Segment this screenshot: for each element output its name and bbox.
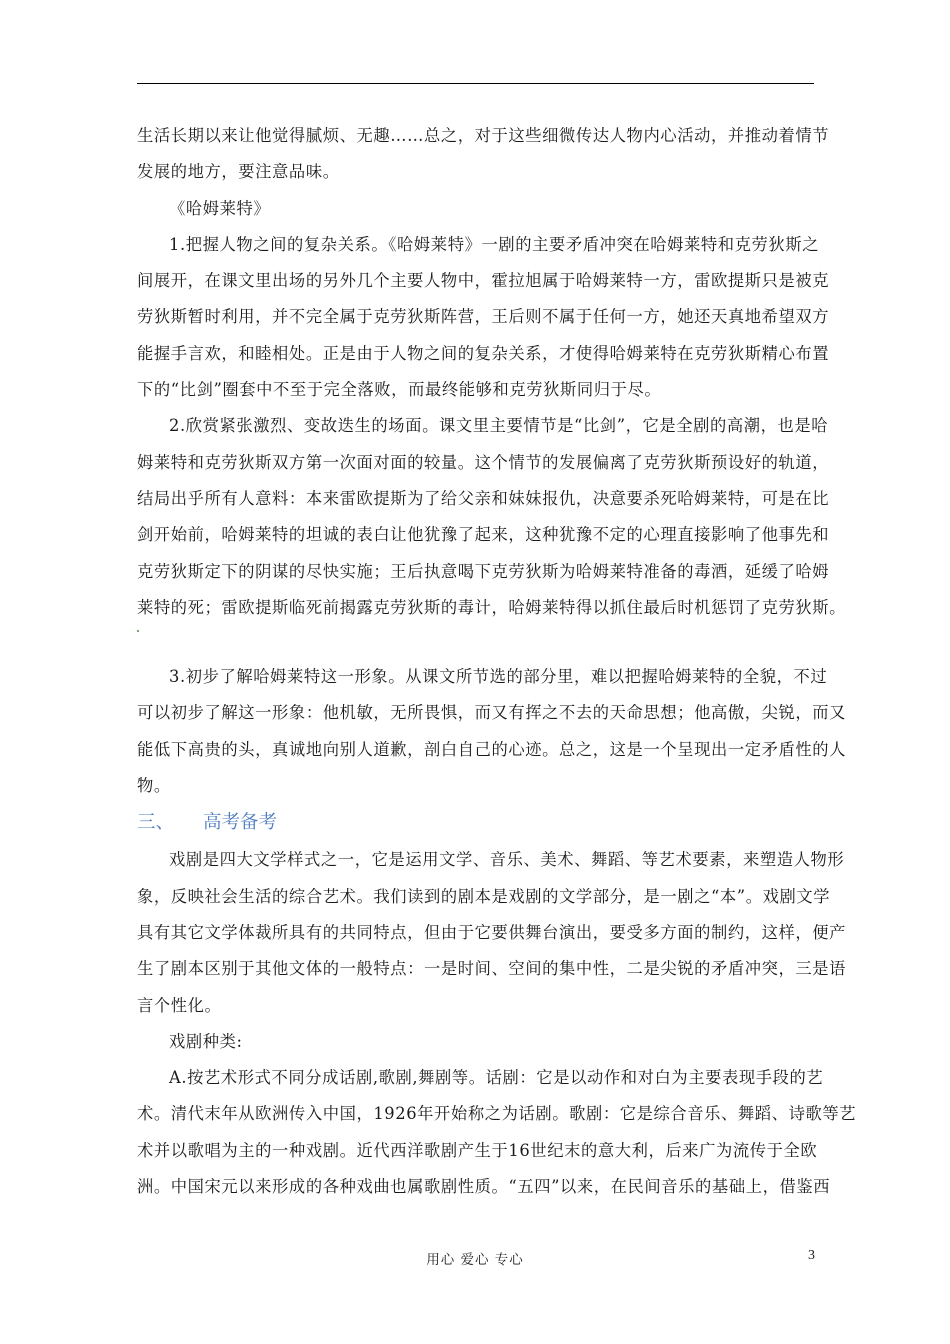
text-line: 下的“比剑”圈套中不至于完全落败，而最终能够和克劳狄斯同归于尽。	[137, 380, 662, 400]
paragraph	[137, 1024, 814, 1060]
paragraph	[137, 408, 847, 626]
section-title: 高考备考	[203, 812, 278, 834]
paragraph	[137, 842, 847, 1023]
paragraph	[137, 659, 847, 804]
stray-mark	[137, 630, 139, 632]
section-heading	[137, 804, 814, 842]
text-line: 可以初步了解这一形象：他机敏，无所畏惧，而又有挥之不去的天命思想；他高傲，尖锐，而又	[137, 703, 847, 723]
text-line: 洲。中国宋元以来形成的各种戏曲也属歌剧性质。“五四”以来，在民间音乐的基础上，借鉴西	[137, 1177, 831, 1197]
text-line: 2.欣赏紧张激烈、变故迭生的场面。课文里主要情节是“比剑”，它是全剧的高潮，也是哈	[169, 416, 829, 436]
text-line: 生了剧本区别于其他文体的一般特点：一是时间、空间的集中性，二是尖锐的矛盾冲突，三是语	[137, 959, 847, 979]
text-line: 戏剧种类:	[169, 1031, 243, 1051]
section-number: 三、	[137, 812, 175, 834]
text-line: 发展的地方，要注意品味。	[137, 162, 340, 182]
text-line: 3.初步了解哈姆莱特这一形象。从课文所节选的部分里，难以把握哈姆莱特的全貌，不过	[169, 667, 828, 687]
header-rule	[137, 83, 814, 84]
paragraph	[137, 191, 814, 227]
text-line: 1.把握人物之间的复杂关系。《哈姆莱特》一剧的主要矛盾冲突在哈姆莱特和克劳狄斯之	[169, 234, 820, 254]
page-number: 3	[808, 1248, 815, 1263]
text-line: 间展开，在课文里出场的另外几个主要人物中，霍拉旭属于哈姆莱特一方，雷欧提斯只是被克	[137, 271, 830, 291]
footer-motto: 用心 爱心 专心	[426, 1252, 524, 1268]
subsection-title: 《哈姆莱特》	[169, 198, 271, 218]
text-line: 具有其它文学体裁所具有的共同特点，但由于它要供舞台演出，要受多方面的制约，这样，便产	[137, 922, 847, 942]
text-line: A.按艺术形式不同分成话剧,歌剧,舞剧等。话剧：它是以动作和对白为主要表现手段的艺	[169, 1068, 824, 1088]
paragraph	[137, 1060, 857, 1205]
paragraph	[137, 118, 830, 191]
text-line: 能握手言欢，和睦相处。正是由于人物之间的复杂关系，才使得哈姆莱特在克劳狄斯精心布置	[137, 343, 830, 363]
text-line: 姆莱特和克劳狄斯双方第一次面对面的较量。这个情节的发展偏离了克劳狄斯预设好的轨道，	[137, 452, 830, 472]
text-line: 劳狄斯暂时利用，并不完全属于克劳狄斯阵营，王后则不属于任何一方，她还天真地希望双方	[137, 307, 830, 327]
text-line: 生活长期以来让他觉得腻烦、无趣……总之，对于这些细微传达人物内心活动，并推动着情节	[137, 126, 830, 145]
text-line: 莱特的死；雷欧提斯临死前揭露克劳狄斯的毒计，哈姆莱特得以抓住最后时机惩罚了克劳狄斯。	[137, 597, 847, 617]
text-line: 能低下高贵的头，真诚地向别人道歉，剖白自己的心迹。总之，这是一个呈现出一定矛盾性的人	[137, 739, 847, 759]
text-line: 物。	[137, 776, 171, 796]
text-line: 术。清代末年从欧洲传入中国，1926年开始称之为话剧。歌剧：它是综合音乐、舞蹈、诗歌等艺	[137, 1104, 857, 1124]
text-line: 戏剧是四大文学样式之一，它是运用文学、音乐、美术、舞蹈、等艺术要素，来塑造人物形	[169, 850, 845, 870]
text-line: 象，反映社会生活的综合艺术。我们读到的剧本是戏剧的文学部分，是一剧之“本”。戏剧文学	[137, 886, 831, 906]
text-line: 术并以歌唱为主的一种戏剧。近代西洋歌剧产生于16世纪末的意大利，后来广为流传于全欧	[137, 1140, 818, 1160]
text-line: 剑开始前，哈姆莱特的坦诚的表白让他犹豫了起来，这种犹豫不定的心理直接影响了他事先和	[137, 525, 830, 545]
paragraph	[137, 227, 830, 408]
blank-line	[137, 626, 814, 659]
body-text	[137, 118, 857, 1205]
text-line: 结局出乎所有人意料：本来雷欧提斯为了给父亲和妹妹报仇，决意要杀死哈姆莱特，可是在比	[137, 488, 830, 508]
text-line: 克劳狄斯定下的阴谋的尽快实施；王后执意喝下克劳狄斯为哈姆莱特准备的毒酒，延缓了哈姆	[137, 561, 830, 581]
text-line: 言个性化。	[137, 995, 222, 1015]
